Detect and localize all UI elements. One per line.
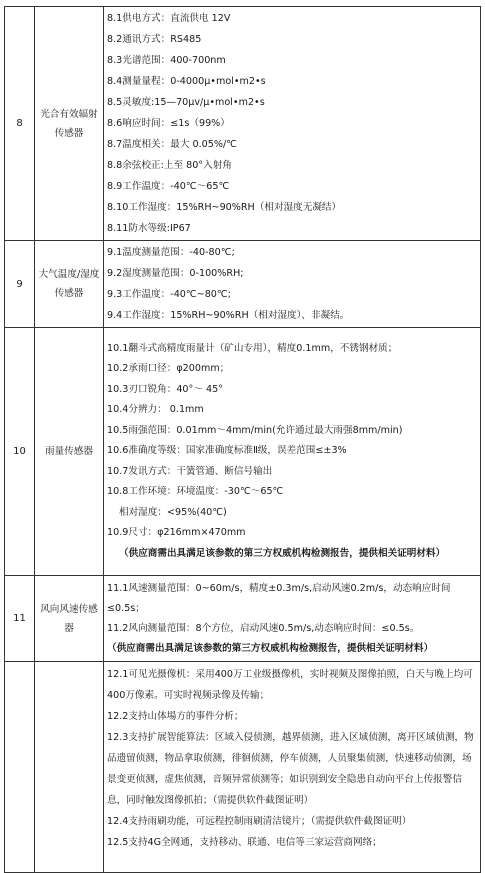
spec-line: 9.4工作湿度：15%RH~90%RH（相对湿度）、非凝结。: [107, 310, 350, 321]
spec-line: 相对湿度：<95%(40℃): [119, 506, 227, 518]
sensor-name: 雨量传感器: [35, 328, 104, 576]
spec-line: 12.4支持雨刷功能，可远程控制雨刷清洁镜片；（需提供软件截图证明）: [107, 816, 412, 827]
spec-line: 9.2湿度测量范围：0-100%RH;: [107, 268, 244, 279]
row-number: [5, 662, 35, 873]
spec-list: [104, 241, 481, 328]
spec-line: 10.6准确度等级：国家准确度标准Ⅱ级，误差范围≤±3%: [107, 445, 347, 457]
spec-table: [4, 6, 481, 873]
sensor-name: 大气温度/湿度传感器: [35, 241, 104, 328]
spec-line: 9.3工作温度：-40℃~80℃;: [107, 289, 231, 300]
table-row-12: [5, 662, 481, 873]
spec-note: （供应商需出具满足该参数的第三方权威机构检测报告，提供相关证明材料）: [119, 547, 446, 559]
table-row-10: [5, 328, 481, 576]
row-number: 8: [5, 7, 35, 241]
spec-line: 8.3光谱范围：400-700nm: [107, 55, 226, 66]
spec-line: 10.1翻斗式高精度雨量计（矿山专用），精度0.1mm，不锈钢材质；: [107, 342, 398, 354]
spec-line: 8.4测量量程：0-4000μ•mol•m2•s: [107, 76, 266, 87]
spec-line: 10.7发讯方式：干簧管通、断信号输出: [107, 465, 273, 477]
table-row-11: [5, 576, 481, 662]
spec-list: [104, 7, 481, 241]
spec-line: 10.2承雨口径：φ200mm；: [107, 363, 230, 375]
spec-line: 8.5灵敏度:15—70μv/μ•mol•m2•s: [107, 97, 265, 108]
spec-line: 9.1温度测量范围：-40-80℃;: [107, 247, 235, 258]
spec-note: （供应商需出具满足该参数的第三方权威机构检测报告，提供相关证明材料）: [107, 642, 434, 654]
row-number: 9: [5, 241, 35, 328]
spec-line: 10.3刃口锐角：40°～ 45°: [107, 383, 223, 395]
spec-line: 8.7温度相关：最大 0.05%/℃: [107, 139, 237, 150]
spec-line: 8.2通讯方式：RS485: [107, 34, 202, 45]
table-row-8: [5, 7, 481, 241]
spec-line: 11.2风向测量范围：8个方位，启动风速0.5m/s,动态响应时间：≤0.5s。: [107, 622, 420, 634]
spec-line: 8.10工作湿度：15%RH~90%RH（相对湿度无凝结）: [107, 202, 342, 213]
spec-line: 10.9尺寸：φ216mm×470mm: [107, 527, 246, 539]
spec-list: [104, 576, 481, 662]
spec-line: 11.1风速测量范围：0~60m/s，精度±0.3m/s,启动风速0.2m/s，动态响应时间≤0.5s；: [107, 582, 451, 614]
spec-line: 10.4分辨力： 0.1mm: [107, 404, 204, 416]
spec-line: 8.8余弦校正:上至 80°入射角: [107, 160, 232, 171]
spec-line: 10.5雨强范围：0.01mm～4mm/min(允许通过最大雨强8mm/min): [107, 424, 403, 436]
spec-list: [104, 662, 481, 873]
spec-list: [104, 328, 481, 576]
spec-line: 10.8工作环境：环境温度：-30℃～65℃: [107, 486, 284, 498]
spec-line: 12.2支持山体場方的事件分析；: [107, 711, 244, 722]
spec-line: 8.6响应时间：≤1s（99%）: [107, 118, 230, 129]
sensor-name: 风向风速传感器: [35, 576, 104, 662]
table-row-9: [5, 241, 481, 328]
spec-line: 8.1供电方式：直流供电 12V: [107, 13, 231, 24]
spec-line: 12.1可见光摄像机：采用400万工业级摄像机，实时视频及图像拍照，白天与晚上均可400万像素。可实时视频录像及传输；: [107, 669, 473, 701]
row-number: 10: [5, 328, 35, 576]
sensor-name: [35, 662, 104, 873]
spec-line: 8.9工作温度：-40℃～65℃: [107, 181, 230, 192]
spec-line: 8.11防水等级:IP67: [107, 223, 191, 234]
spec-line: 12.3支持扩展智能算法：区域入侵侦测，越界侦测，进入区域侦测，离开区域侦测，物品遗留侦测，物品拿取侦测，徘徊侦测，停车侦测，人员聚集侦测，快速移动侦测，场景变更侦测，虚焦侦测，音频异常侦测等；如识别到安全隐患自动向平台上传报警信息，同时触发图像抓拍；（需提供软件截图证明）: [107, 732, 474, 806]
spec-line: 12.5支持4G全网通，支持移动、联通、电信等三家运营商网络；: [107, 837, 382, 848]
row-number: 11: [5, 576, 35, 662]
sensor-name: 光合有效辐射传感器: [35, 7, 104, 241]
